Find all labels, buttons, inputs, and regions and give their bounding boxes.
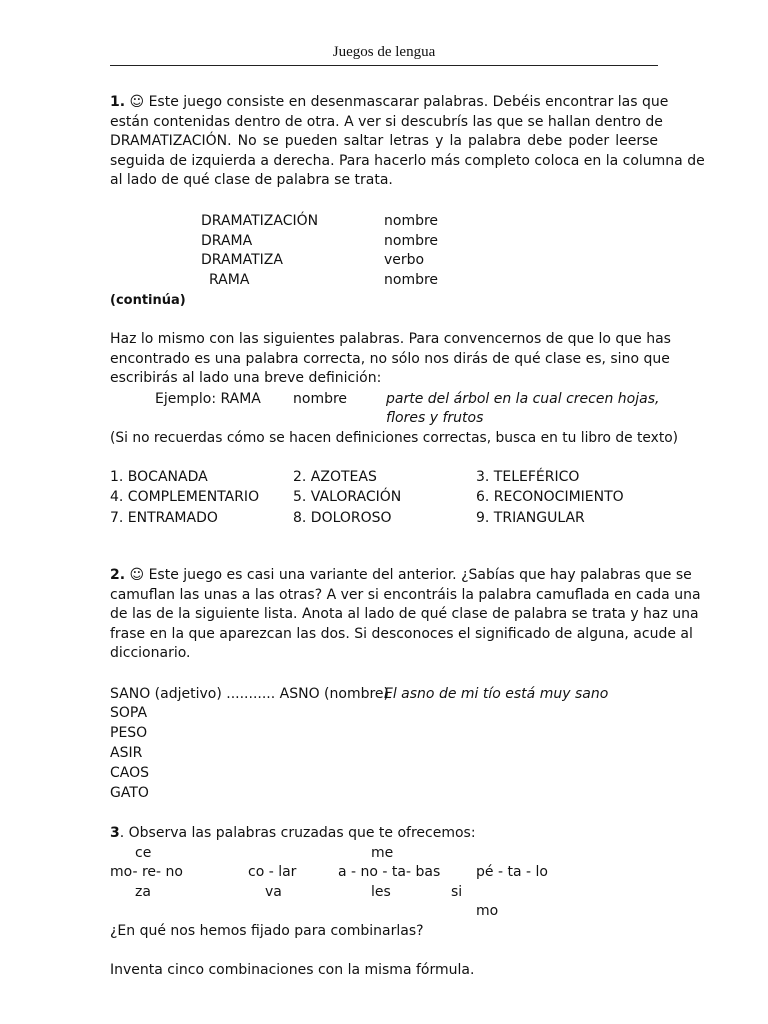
list-item: SOPA: [110, 705, 148, 721]
list-item: 9. TRIANGULAR: [476, 510, 585, 526]
cross-2-mid: co - lar: [248, 864, 297, 880]
cross-1-bottom: za: [135, 884, 151, 900]
header-rule: [110, 65, 658, 66]
cross-4-mid: pé - ta - lo: [476, 864, 548, 880]
exercise-2-example: SANO (adjetivo) ........... ASNO (nombre): [110, 686, 389, 702]
exercise-3-number: 3: [110, 825, 120, 841]
example-type: nombre: [293, 391, 348, 407]
exercise-1-instructions-2: Haz lo mismo con las siguientes palabras. Para convencernos de que lo que has encontrado es una palabra correcta, no sólo nos dirás de qué clase es, sino que escribirás al lado una breve definición:: [110, 331, 671, 387]
exercise-3-task: Inventa cinco combinaciones con la misma fórmula.: [110, 962, 475, 978]
smiley-icon: ☺: [129, 94, 145, 110]
list-item: 8. DOLOROSO: [293, 510, 392, 526]
smiley-icon: ☺: [129, 567, 145, 583]
table-word: RAMA: [209, 272, 250, 288]
exercise-2-instructions: 2. ☺ Este juego es casi una variante del anterior. ¿Sabías que hay palabras que se camuflan las unas a las otras? A ver si encontráis la palabra camuflada en cada una de las de la siguiente lista. Anota al lado de qué clase de palabra se trata y haz una frase en la que aparezcan las dos. Si desconoces el significado de alguna, acude al diccionario.: [110, 567, 701, 662]
list-item: 6. RECONOCIMIENTO: [476, 489, 624, 505]
table-word: DRAMATIZA: [201, 252, 283, 268]
exercise-2-number: 2.: [110, 567, 126, 583]
list-item: CAOS: [110, 765, 150, 781]
list-item: 1. BOCANADA: [110, 469, 208, 485]
list-item: 7. ENTRAMADO: [110, 510, 218, 526]
cross-3-top: me: [371, 845, 394, 861]
exercise-2-example-sentence: El asno de mi tío está muy sano: [384, 686, 609, 702]
cross-1-mid: mo- re- no: [110, 864, 183, 880]
table-type: nombre: [384, 272, 439, 288]
cross-4-bottom: mo: [476, 903, 499, 919]
page-header-title: Juegos de lengua: [332, 44, 436, 60]
example-label: Ejemplo: RAMA: [155, 391, 261, 407]
list-item: 3. TELEFÉRICO: [476, 469, 580, 485]
cross-4-above: si: [451, 884, 463, 900]
exercise-1-number: 1.: [110, 94, 126, 110]
list-item: ASIR: [110, 745, 143, 761]
example-definition-line2: flores y frutos: [386, 410, 484, 426]
cross-1-top: ce: [135, 845, 152, 861]
table-word: DRAMA: [201, 233, 253, 249]
table-word: DRAMATIZACIÓN: [201, 213, 319, 229]
list-item: PESO: [110, 725, 148, 741]
cross-3-mid: a - no - ta- bas: [338, 864, 441, 880]
exercise-3-question: ¿En qué nos hemos fijado para combinarlas?: [110, 923, 424, 939]
exercise-3-instructions: 3. Observa las palabras cruzadas que te ofrecemos:: [110, 825, 476, 841]
list-item: 2. AZOTEAS: [293, 469, 377, 485]
exercise-1-instructions: 1. ☺ Este juego consiste en desenmascarar palabras. Debéis encontrar las que están contenidas dentro de otra. A ver si descubrís las que se hallan dentro de DRAMATIZACIÓN. No se pueden saltar letras y la palabra debe poder leerse seguida de izquierda a derecha. Para hacerlo más completo coloca en la columna de al lado de qué clase de palabra se trata.: [110, 94, 705, 189]
table-type: nombre: [384, 213, 439, 229]
table-type: verbo: [384, 252, 425, 268]
cross-2-bottom: va: [265, 884, 282, 900]
definition-note: (Si no recuerdas cómo se hacen definiciones correctas, busca en tu libro de texto): [110, 430, 679, 446]
list-item: GATO: [110, 785, 149, 801]
table-type: nombre: [384, 233, 439, 249]
example-definition-line1: parte del árbol en la cual crecen hojas,: [386, 391, 660, 407]
continua-label: (continúa): [110, 293, 186, 308]
list-item: 4. COMPLEMENTARIO: [110, 489, 260, 505]
list-item: 5. VALORACIÓN: [293, 489, 402, 505]
cross-3-bottom: les: [371, 884, 391, 900]
